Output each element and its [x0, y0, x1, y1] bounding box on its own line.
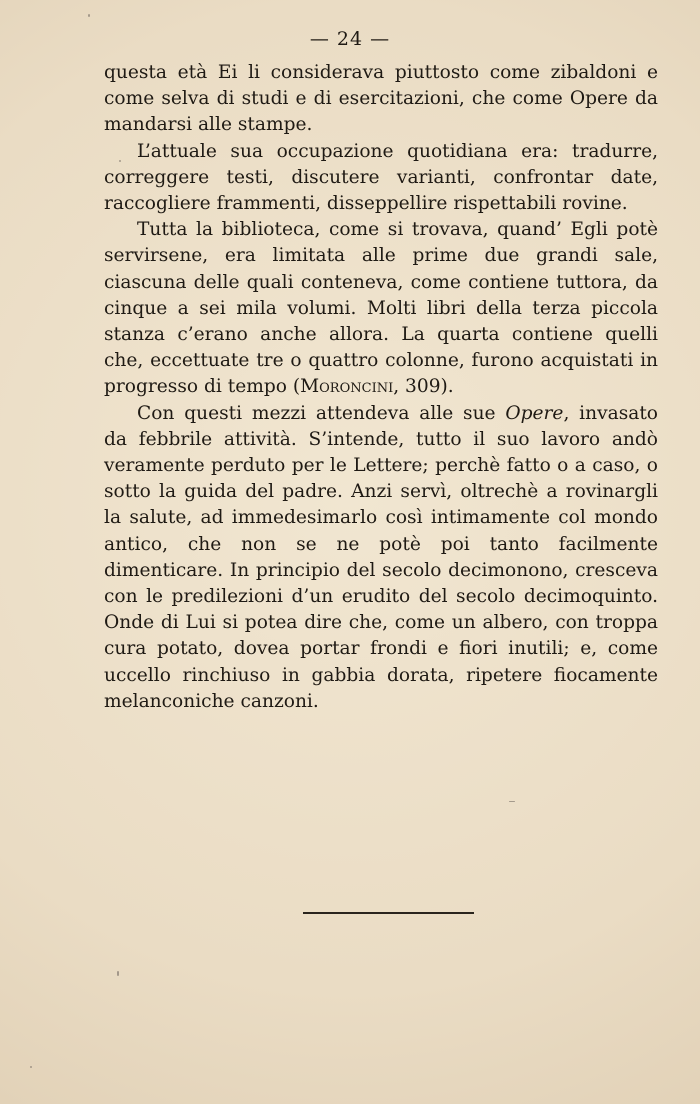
- text-span: L’attuale sua occupazione quotidiana era: tradurre, correggere testi, discutere varianti, confrontar date, raccogliere frammenti, disseppellire rispettabili rovine.: [104, 140, 658, 215]
- paper-speck: [88, 14, 90, 17]
- paragraph: [104, 60, 658, 139]
- paper-speck: [119, 160, 121, 162]
- text-span: Con questi mezzi attendeva alle sue: [137, 402, 506, 424]
- page-number: — 24 —: [309, 28, 391, 50]
- paper-speck: [30, 1066, 32, 1068]
- paragraph: [104, 401, 658, 715]
- text-span: Moroncini: [300, 376, 394, 398]
- text-span: questa età Ei li considerava piuttosto come zibaldoni e come selva di studi e di esercitazioni, che come Opere da mandarsi alle stampe.: [104, 62, 658, 136]
- text-span: Opere: [505, 402, 564, 424]
- body-text: [104, 60, 658, 715]
- text-span: , 309).: [393, 376, 454, 398]
- paper-speck: [117, 971, 119, 976]
- text-span: , invasato da febbrile attività. S’intende, tutto il suo lavoro andò veramente perduto per le Lettere; perchè fatto o a caso, o sotto la guida del padre. Anzi servì, oltrechè a rovinargli la salute, ad immedesimarlo così intimamente col mondo antico, che non se ne potè poi tanto facilmente dimenticare. In principio del secolo decimonono, cresceva con le predilezioni d’un erudito del secolo decimoquinto. Onde di Lui si potea dire che, come un albero, con troppa cura potato, dovea portar frondi e fiori inutili; e, come uccello rinchiuso in gabbia dorata, ripetere fiocamente melanconiche canzoni.: [104, 402, 658, 712]
- section-divider-rule: [303, 912, 474, 914]
- paragraph: [104, 217, 658, 400]
- text-span: Tutta la biblioteca, come si trovava, quand’ Egli potè servirsene, era limitata alle prime due grandi sale, ciascuna delle quali conteneva, come contiene tuttora, da cinque a sei mila volumi. Molti libri della terza piccola stanza c’erano anche allora. La quarta contiene quelli che, eccettuate tre o quattro colonne, furono acquistati in progresso di tempo (: [104, 219, 658, 398]
- paragraph: [104, 139, 658, 218]
- paper-speck: [509, 801, 515, 802]
